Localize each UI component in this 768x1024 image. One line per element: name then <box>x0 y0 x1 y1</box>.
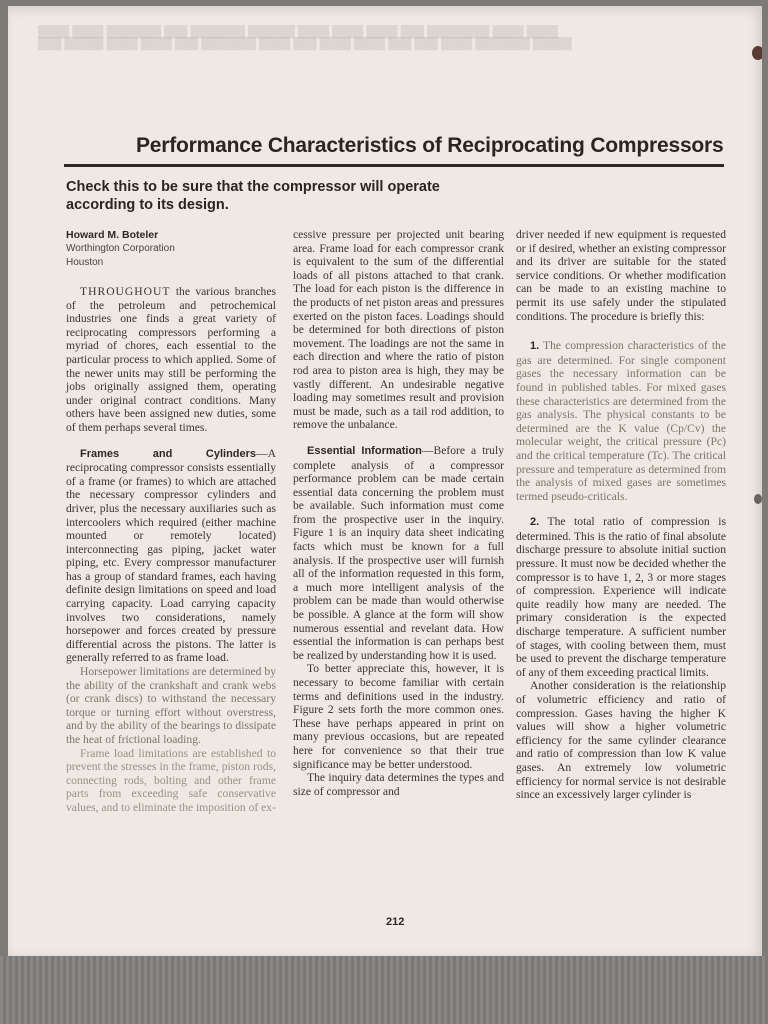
title-rule <box>64 164 724 167</box>
item-2-number: 2. <box>530 516 540 529</box>
intro-paragraph <box>66 285 276 435</box>
author-name: Howard M. Boteler <box>66 229 159 241</box>
page-number: 212 <box>386 916 405 928</box>
background-surface <box>0 956 768 1024</box>
author-block <box>66 228 276 269</box>
item-1-number: 1. <box>530 340 540 353</box>
article-title: Performance Characteristics of Reciprocating Compressors <box>136 134 724 157</box>
item-1-paragraph <box>516 339 726 503</box>
frames-text: —A reciprocating compressor consists essentially of a frame (or frames) to which are attached the necessary compressor cylinders and driver, plus the necessary auxiliaries such as intercoolers which required (either machine mounted or remotely located) interconnecting gas piping, jacket water piping, etc. Every compressor manufacturer has a group of standard frames, each having definite design limitations on speed and load carrying capacity. Load carrying capacity involves two considerations, namely horsepower and forces created by pressure differential across the pistons. The latter is generally referred to as frame load. <box>66 446 276 665</box>
intro-cap: THROUGHOUT <box>80 285 171 298</box>
frameload-paragraph: Frame load limitations are established to prevent the stresses in the frame, piston rods, connecting rods, bolting and other frame parts from exceeding safe conservative values, and to eliminate the imposition of ex- <box>66 746 276 814</box>
inquiry-paragraph: The inquiry data determines the types and size of compressor and <box>293 771 504 798</box>
author-company: Worthington Corporation <box>66 243 175 254</box>
essential-text: —Before a truly complete analysis of a compressor performance problem can be made certain essential data concerning the problem must be available. Such information must come from the prospective user in the inquiry. Figure 1 is an inquiry data sheet indicating facts which must be known for a full analysis. If the prospective user will furnish all of the information requested in this form, a much more intelligent analysis of the problem can be made than would otherwise be possible. A glance at the form will show numerous essential and revelant data. How essential the information is can perhaps best be realized by understanding how it is used. <box>293 443 504 662</box>
binding-hole-mark <box>752 46 762 60</box>
col3-continuation: driver needed if new equipment is requested or if desired, whether an existing compressor and its driver are suitable for the stated service conditions. Or whether modification can be made to an existing machine to permit its use safely under the stipulated conditions. The procedure is briefly this: <box>516 228 726 323</box>
article-subtitle: Check this to be sure that the compressor will operate according to its design. <box>66 179 440 213</box>
column-3 <box>516 228 726 802</box>
intro-text: the various branches of the petroleum and petrochemical industries one finds a great variety of reciprocating compressors performing a myriad of chores, each essential to the particular process to which applied. Some of the newer units may still be performing the jobs originally assigned them, operating under original contract conditions. Many others have been assigned new duties, some of them perhaps several times. <box>66 285 276 434</box>
column-2 <box>293 228 504 798</box>
column-1 <box>66 228 276 815</box>
essential-paragraph <box>293 444 504 663</box>
show-through-text: ████ ████ ███████ ███ ███████ ██████ ████ ████ ████ ███ ████████ ████ ████ ███ █████ ████ ████ ███ ███████ ████ ███ ████ ████ ███ ███ ████ ███████ █████ <box>38 26 572 50</box>
frames-paragraph <box>66 447 276 666</box>
frames-heading: Frames and Cylinders <box>80 447 257 460</box>
better-paragraph: To better appreciate this, however, it is necessary to become familiar with certain terms and definitions used in the industry. Figure 2 sets forth the more common ones. These have perhaps appeared in print on many previous occasions, but are repeated here for convenience so that their true significance may be better understood. <box>293 662 504 771</box>
document-page <box>8 6 762 956</box>
another-paragraph: Another consideration is the relationship of volumetric efficiency and ratio of compression. Gases having the higher K values will show a higher volumetric efficiency for the same cylinder clearance and ratio of compression than low K value gases. An extremely low volumetric efficiency for normal service is not desirable since an excessively larger cylinder is <box>516 679 726 802</box>
item-2-paragraph <box>516 515 726 679</box>
item-2-text: The total ratio of compression is determined. This is the ratio of final absolute discharge pressure to absolute initial suction pressure. It must now be decided whether the compressor is to have 1, 2, 3 or more stages of compression. Experience will indicate quite readily how many are needed. The primary consideration is the expected discharge temperature. A sufficient number of stages, with cooling between them, must be used to prevent the discharge temperature of any of them exceeding practical limits. <box>516 515 726 679</box>
item-1-text: The compression characteristics of the gas are determined. For single component gases the necessary information can be found in published tables. For mixed gases these characteristics are determined from the gas analysis. The physical constants to be determined are the K value (Cp/Cv) the molecular weight, the critical pressure (Pc) and the critical temperature (Tc). The critical pressure and temperature as determined from the analysis of mixed gases are sometimes termed pseudo-criticals. <box>516 339 726 503</box>
essential-heading: Essential Information <box>307 444 422 457</box>
horsepower-paragraph: Horsepower limitations are determined by the ability of the crankshaft and crank webs (or crank discs) to withstand the necessary torque or turning effort without overstress, and by the ability of the bearings to dissipate the heat of frictional loading. <box>66 665 276 746</box>
author-city: Houston <box>66 256 104 268</box>
col2-continuation: cessive pressure per projected unit bearing area. Frame load for each compressor crank is equivalent to the sum of the differential loads of all pistons attached to that crank. The load for each piston is the difference in the products of net piston areas and pressures exerted on the piston faces. Loadings should be determined for both directions of piston movement. The loadings are not the same in each direction and where the ratio of piston rod area to piston area is high, they may be vastly different. An undesirable negative loading may sometimes result and provision must be made, such as a tail rod addition, to remove the unbalance. <box>293 228 504 432</box>
binding-hole-mark <box>754 494 762 504</box>
